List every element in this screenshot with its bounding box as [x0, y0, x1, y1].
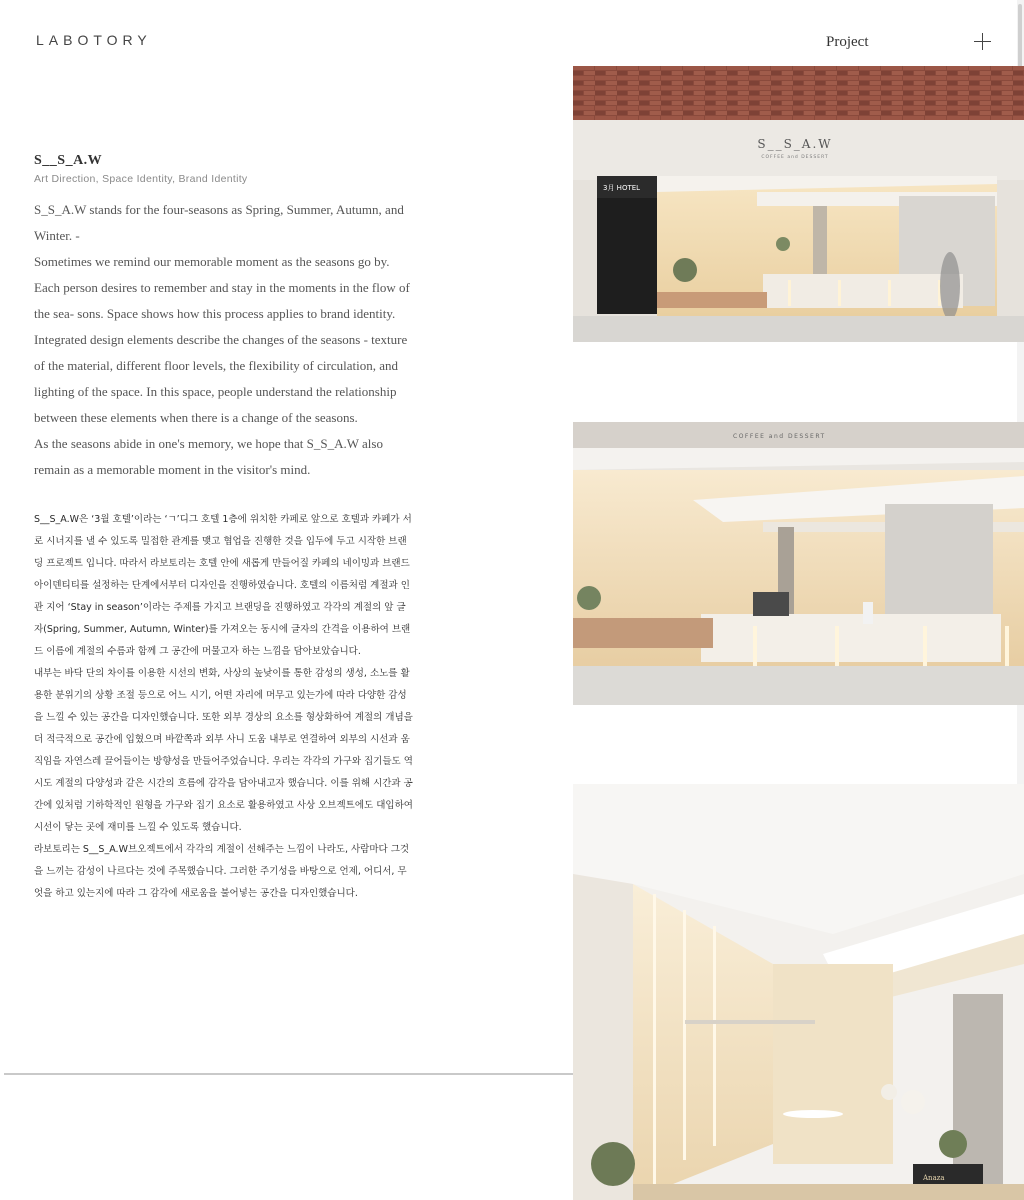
project-photo-interior[interactable] — [573, 784, 1024, 1200]
interior-illustration — [573, 784, 1024, 1200]
en-paragraph: Integrated design elements describe the changes of the seasons - texture of the material, different floor levels, the flexibility of circulation, and lighting of the space. In this space, people understand the relationship between these elements when there is a change of the seasons. — [34, 332, 408, 425]
menu-plus-icon[interactable] — [974, 33, 991, 50]
project-photo-exterior[interactable] — [573, 66, 1024, 342]
corner-sign: COFFEE and DESSERT — [733, 433, 826, 440]
ko-paragraph: S__S_A.W은 ‘3월 호텔’이라는 ‘ㄱ’디그 호텔 1층에 위치한 카페로 앞으로 호텔과 카페가 서로 시너지를 낼 수 있도록 밀접한 관계를 맺고 협업을 진행한 것을 입두에 두고 시작한 브랜딩 프로젝트 입니다. 따라서 라보토리는 호텔 안에 새롭게 만들어질 카페의 네이밍과 브랜드 아이덴티티를 설정하는 단계에서부터 디자인을 진행하였습니다. 호텔의 이름처럼 계절과 인관 지어 ‘Stay in season’이라는 주제를 가지고 브랜딩을 진행하였고 각각의 계절의 앞 글자(Spring, Summer, Autumn, Winter)를 가져오는 동시에 글자의 간격을 이용하여 브랜드 이름에 계절의 수름과 함께 그 공간에 머물고자 하는 느낌을 담아보았습니다. — [34, 514, 412, 657]
espresso-machine-label: Anaza — [923, 1174, 945, 1182]
project-subtitle: Art Direction, Space Identity, Brand Identity — [34, 173, 248, 185]
site-logo[interactable]: LABOTORY — [36, 32, 152, 48]
corner-illustration — [573, 422, 1024, 705]
hotel-sign: 3月 HOTEL — [603, 184, 641, 192]
project-text-column — [34, 152, 414, 905]
en-paragraph: Sometimes we remind our memorable moment as the seasons go by. Each person desires to remember and stay in the moments in the flow of the sea- sons. Space shows how this process applies to brand identity. — [34, 254, 410, 321]
korean-description — [34, 509, 414, 905]
english-description — [34, 197, 414, 483]
project-photo-corner[interactable] — [573, 422, 1024, 705]
ko-paragraph: 라보토리는 S__S_A.W브오젝트에서 각각의 계절이 선해주는 느낌이 나라도, 사람마다 그것을 느끼는 감성이 나르다는 것에 주목했습니다. 그러한 주기성을 바탕으로 언제, 어디서, 무엇을 하고 있는지에 따라 그 감각에 새로움을 불어넣는 공간을 디자인했습니다. — [34, 844, 410, 899]
exterior-illustration — [573, 66, 1024, 342]
project-title: S__S_A.W — [34, 153, 103, 168]
facade-sign-sub: COFFEE and DESSERT — [761, 155, 829, 160]
nav-project-link[interactable]: Project — [826, 34, 869, 50]
ko-paragraph: 내부는 바닥 단의 차이를 이용한 시선의 변화, 사상의 높낮이를 통한 감성의 생성, 소노를 활용한 분위기의 상황 조절 등으로 어느 시기, 어떤 자리에 머무고 있는가에 따라 다양한 감성을 느낄 수 있는 공간을 디자인했습니다. 또한 외부 경상의 요소를 형상화하여 계절의 개념을 더 적극적으로 공간에 입혔으며 바깥쪽과 외부 사니 도움 내부로 연결하여 외부의 시선과 움직임을 자연스레 끌어들이는 방향성을 만들어주었습니다. 우리는 각각의 가구와 집기들도 역시도 계절의 다양성과 같은 시간의 흐름에 감각을 담아내고자 했습니다. 이를 위해 시간과 공간에 있처럼 기하학적인 원형을 가구와 집기 요소로 활용하였고 사상 오브젝트에도 대입하여 시선이 닿는 곳에 재미를 느낄 수 있도록 했습니다. — [34, 668, 413, 833]
facade-sign: S__S_A.W — [757, 137, 833, 151]
en-paragraph: As the seasons abide in one's memory, we hope that S_S_A.W also remain as a memorable moment in the visitor's mind. — [34, 436, 383, 477]
en-paragraph: S_S_A.W stands for the four-seasons as Spring, Summer, Autumn, and Winter. - — [34, 202, 404, 243]
